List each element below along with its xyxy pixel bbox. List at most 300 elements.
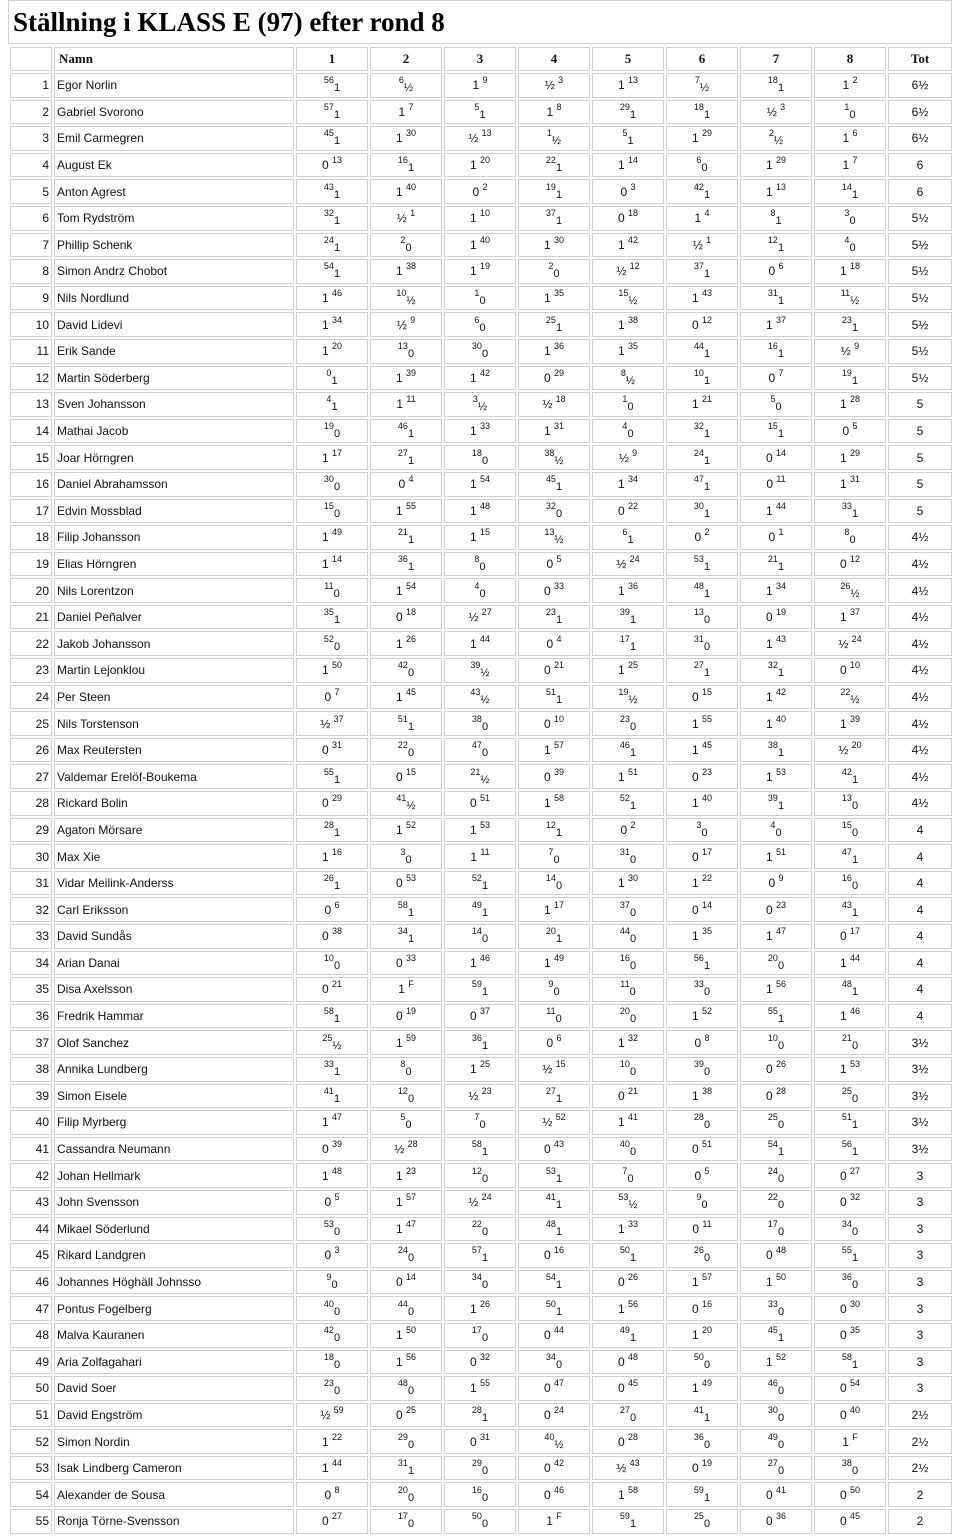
result-value: 0 [839,1168,850,1183]
round-result-cell [444,259,516,284]
result-value: 1 [703,374,711,387]
round-result-cell [296,1243,368,1268]
total-score-cell: 5 [888,499,952,524]
player-name-cell: Aria Zolfagahari [54,1350,294,1375]
opponent-number: 13 [481,128,492,139]
opponent-number: 30 [628,873,639,884]
round-result-cell [296,1057,368,1082]
round-result-cell [814,206,886,231]
round-result-cell [666,1030,738,1055]
table-row [10,1429,952,1454]
result-value: 0 [777,1199,785,1212]
round-result-cell [518,818,590,843]
opponent-number: 25 [480,1059,491,1070]
result-value: 1 [333,215,341,228]
opponent-number: 25 [767,1112,778,1123]
place-cell: 15 [10,445,52,470]
player-name-cell: Olof Sanchez [54,1030,294,1055]
opponent-number: 37 [333,713,344,724]
opponent-number: 16 [471,1484,482,1495]
round-result-cell [592,1323,664,1348]
opponent-number: 29 [471,1458,482,1469]
opponent-number: 10 [693,367,704,378]
opponent-number: 11 [546,1006,556,1017]
result-value: 0 [553,853,560,866]
result-value: 1 [691,929,702,944]
result-value: 1 [321,849,332,864]
place-cell: 9 [10,286,52,311]
opponent-number: 42 [480,367,491,378]
table-row [10,206,952,231]
opponent-number: 38 [702,1085,713,1096]
round-result-cell [444,1482,516,1507]
round-result-cell [370,339,442,364]
result-value: 1 [395,370,406,385]
total-score-cell: 3 [888,1350,952,1375]
round-result-cell [814,1057,886,1082]
result-value: 1 [469,1381,480,1396]
total-score-cell: 4 [888,844,952,869]
opponent-number: 20 [480,155,491,166]
result-value: 1 [543,344,554,359]
table-row [10,738,952,763]
result-value: 1 [469,822,480,837]
result-value: 0 [765,610,776,625]
round-result-cell [666,233,738,258]
round-result-cell [296,951,368,976]
round-result-cell [666,525,738,550]
opponent-number: 41 [628,1112,639,1123]
round-result-cell [370,126,442,151]
result-value: ½ [542,1062,556,1077]
round-result-cell [518,1190,590,1215]
result-value: 1 [407,1465,415,1478]
place-cell: 36 [10,1004,52,1029]
round-result-cell [444,658,516,683]
opponent-number: 3 [472,394,478,405]
round-result-cell [370,1296,442,1321]
player-name-cell: Emil Carmegren [54,126,294,151]
round-result-cell [592,499,664,524]
player-name-cell: Filip Myrberg [54,1110,294,1135]
round-result-cell [592,764,664,789]
opponent-number: 12 [629,261,640,272]
round-result-cell [814,472,886,497]
round-result-cell [666,259,738,284]
table-row [10,419,952,444]
result-value: 1 [555,1225,563,1238]
opponent-number: 3 [630,181,636,192]
table-row [10,73,952,98]
result-value: 0 [768,876,779,891]
round-result-cell [814,1137,886,1162]
opponent-number: 31 [619,846,630,857]
round-result-cell [666,764,738,789]
round-result-cell [814,1004,886,1029]
round-result-cell [740,1296,812,1321]
opponent-number: 1 [778,527,784,538]
round-result-cell [444,312,516,337]
player-name-cell: Isak Lindberg Cameron [54,1456,294,1481]
round-result-cell [296,1217,368,1242]
result-value: 1 [777,1146,785,1159]
total-score-cell: 3 [888,1296,952,1321]
opponent-number: 18 [471,447,482,458]
opponent-number: 20 [397,1484,408,1495]
result-value: 1 [765,849,776,864]
result-value: 0 [777,1119,785,1132]
round-result-cell [666,1429,738,1454]
result-value: 1 [629,640,637,653]
result-value: 1 [396,397,407,412]
opponent-number: 55 [841,1245,852,1256]
result-value: 1 [839,477,850,492]
result-value: 1 [543,237,554,252]
place-cell: 53 [10,1456,52,1481]
round-result-cell [370,233,442,258]
round-result-cell [444,1456,516,1481]
opponent-number: 32 [480,1351,491,1362]
opponent-number: 41 [693,1404,704,1415]
opponent-number: 40 [406,181,417,192]
round-result-cell [444,818,516,843]
round-result-cell [592,844,664,869]
opponent-number: 34 [332,314,343,325]
place-cell: 51 [10,1403,52,1428]
round-result-cell [444,525,516,550]
round-result-cell [296,977,368,1002]
opponent-number: 10 [480,208,491,219]
place-cell: 21 [10,605,52,630]
result-value: ½ [477,401,488,414]
round-result-cell [518,844,590,869]
header-round-4: 4 [518,47,590,71]
total-score-cell: 4½ [888,552,952,577]
opponent-number: 33 [841,500,852,511]
result-value: 1 [395,264,406,279]
place-cell: 43 [10,1190,52,1215]
round-result-cell [666,844,738,869]
result-value: 0 [321,929,332,944]
round-result-cell [296,312,368,337]
result-value: ½ [480,693,490,706]
result-value: 1 [331,401,338,414]
round-result-cell [518,924,590,949]
round-result-cell [518,897,590,922]
round-result-cell [444,366,516,391]
round-result-cell [444,1270,516,1295]
player-name-cell: Vidar Meilink-Anderss [54,871,294,896]
opponent-number: 39 [332,1139,343,1150]
round-result-cell [666,312,738,337]
result-value: 0 [703,1119,711,1132]
opponent-number: 27 [619,1404,630,1415]
result-value: 0 [546,556,557,571]
round-result-cell [444,1004,516,1029]
total-score-cell: 4½ [888,685,952,710]
result-value: 1 [851,1119,859,1132]
round-result-cell [518,871,590,896]
result-value: 1 [617,158,628,173]
table-row [10,126,952,151]
result-value: 1 [703,1411,711,1424]
place-cell: 49 [10,1350,52,1375]
result-value: 0 [851,826,859,839]
result-value: 1 [691,1088,702,1103]
round-result-cell [518,738,590,763]
round-result-cell [296,552,368,577]
result-value: 0 [691,769,702,784]
result-value: 0 [629,1411,637,1424]
result-value: ½ [628,295,638,308]
round-result-cell [814,764,886,789]
result-value: 1 [333,268,341,281]
result-value: 1 [395,822,406,837]
round-result-cell [444,1137,516,1162]
table-row [10,1190,952,1215]
table-row [10,578,952,603]
result-value: 1 [765,1354,776,1369]
opponent-number: 12 [702,314,713,325]
round-result-cell [444,897,516,922]
opponent-number: 6 [696,155,702,166]
place-cell: 37 [10,1030,52,1055]
result-value: 1 [481,1039,489,1052]
round-result-cell [814,1350,886,1375]
round-result-cell [814,1163,886,1188]
result-value: ½ [554,454,564,467]
opponent-number: 42 [554,1458,565,1469]
opponent-number: 26 [323,873,334,884]
total-score-cell: 5½ [888,259,952,284]
result-value: 1 [395,1354,406,1369]
opponent-number: 55 [480,1378,491,1389]
result-value: 1 [617,1035,628,1050]
result-value: 1 [851,321,859,334]
opponent-number: 27 [767,1458,778,1469]
opponent-number: 44 [397,1298,408,1309]
table-row [10,233,952,258]
table-row [10,1323,952,1348]
place-cell: 28 [10,791,52,816]
opponent-number: 14 [702,899,713,910]
opponent-number: 57 [702,1272,713,1283]
result-value: 0 [324,1248,335,1263]
player-name-cell: Nils Lorentzon [54,578,294,603]
round-result-cell [666,1190,738,1215]
round-result-cell [518,179,590,204]
result-value: 1 [321,556,332,571]
round-result-cell [370,472,442,497]
opponent-number: 19 [702,1458,713,1469]
result-value: 0 [481,1225,489,1238]
opponent-number: 11 [324,580,334,591]
opponent-number: 5 [622,128,628,139]
opponent-number: 25 [406,1404,417,1415]
result-value: ½ [554,534,564,547]
opponent-number: 29 [554,367,565,378]
opponent-number: 29 [332,793,343,804]
opponent-number: 5 [770,394,776,405]
total-score-cell: 3 [888,1323,952,1348]
opponent-number: 56 [693,952,704,963]
round-result-cell [370,552,442,577]
opponent-number: 37 [480,1006,491,1017]
round-result-cell [296,605,368,630]
opponent-number: 43 [323,181,334,192]
result-value: 0 [617,1275,628,1290]
round-result-cell [740,631,812,656]
round-result-cell [296,631,368,656]
opponent-number: 51 [480,793,491,804]
opponent-number: 23 [545,607,556,618]
round-result-cell [518,233,590,258]
round-result-cell [666,419,738,444]
round-result-cell [592,871,664,896]
result-value: 0 [407,1385,415,1398]
result-value: 0 [407,1491,415,1504]
table-row [10,1110,952,1135]
opponent-number: 24 [323,234,334,245]
round-result-cell [444,578,516,603]
opponent-number: 42 [397,660,408,671]
opponent-number: 36 [554,341,565,352]
total-score-cell: 4½ [888,658,952,683]
opponent-number: 56 [628,1298,639,1309]
round-result-cell [444,1296,516,1321]
opponent-number: 56 [841,1139,852,1150]
opponent-number: 9 [854,341,860,352]
player-name-cell: Filip Johansson [54,525,294,550]
result-value: ½ [396,211,411,226]
opponent-number: 46 [397,421,408,432]
opponent-number: 59 [619,1511,630,1522]
round-result-cell [814,658,886,683]
opponent-number: 6 [398,75,404,86]
round-result-cell [666,1403,738,1428]
round-result-cell [444,685,516,710]
opponent-number: 22 [767,1192,778,1203]
round-result-cell [518,711,590,736]
round-result-cell [444,552,516,577]
result-value: 1 [765,583,776,598]
round-result-cell [592,818,664,843]
player-name-cell: Simon Andrz Chobot [54,259,294,284]
result-value: 1 [321,344,332,359]
round-result-cell [370,1350,442,1375]
round-result-cell [370,259,442,284]
opponent-number: 50 [471,1511,482,1522]
result-value: 1 [703,188,711,201]
place-cell: 35 [10,977,52,1002]
result-value: 1 [555,162,563,175]
opponent-number: 14 [545,873,556,884]
round-result-cell [814,1482,886,1507]
round-result-cell [740,924,812,949]
place-cell: 41 [10,1137,52,1162]
round-result-cell [296,73,368,98]
round-result-cell [518,1296,590,1321]
header-round-5: 5 [592,47,664,71]
round-result-cell [296,525,368,550]
round-result-cell [814,419,886,444]
opponent-number: 1 [706,234,712,245]
opponent-number: 32 [323,208,334,219]
result-value: 0 [321,1142,332,1157]
player-name-cell: Max Reutersten [54,738,294,763]
player-name-cell: August Ek [54,153,294,178]
result-value: 0 [703,1518,711,1531]
result-value: 0 [777,1225,785,1238]
round-result-cell [370,179,442,204]
result-value: 1 [703,268,711,281]
round-result-cell [592,605,664,630]
result-value: 0 [481,1172,489,1185]
result-value: 0 [543,1248,554,1263]
round-result-cell [592,977,664,1002]
round-result-cell [296,499,368,524]
opponent-number: 11 [702,1218,712,1229]
round-result-cell [592,206,664,231]
total-score-cell: 6 [888,153,952,178]
round-result-cell [296,1509,368,1534]
round-result-cell [370,631,442,656]
round-result-cell [444,1057,516,1082]
opponent-number: 35 [323,607,334,618]
table-row [10,685,952,710]
result-value: 1 [851,374,859,387]
round-result-cell [592,1110,664,1135]
round-result-cell [666,658,738,683]
total-score-cell: 4½ [888,764,952,789]
total-score-cell: 5½ [888,366,952,391]
opponent-number: 50 [545,1298,556,1309]
opponent-number: 7 [852,155,858,166]
result-value: 0 [627,401,634,414]
result-value: 0 [479,587,486,600]
result-value: 0 [481,1332,489,1345]
result-value: 0 [701,826,708,839]
round-result-cell [740,1350,812,1375]
result-value: 1 [555,693,563,706]
opponent-number: 40 [619,1139,630,1150]
total-score-cell: 4 [888,818,952,843]
round-result-cell [740,525,812,550]
result-value: 0 [777,959,785,972]
round-result-cell [444,100,516,125]
result-value: 1 [765,1275,776,1290]
place-cell: 2 [10,100,52,125]
result-value: 0 [469,796,480,811]
table-row [10,764,952,789]
opponent-number: 52 [619,793,630,804]
round-result-cell [518,472,590,497]
result-value: 1 [839,716,850,731]
opponent-number: 28 [850,394,861,405]
total-score-cell: 2 [888,1509,952,1534]
result-value: ½ [403,82,414,95]
round-result-cell [592,578,664,603]
round-result-cell [666,339,738,364]
round-result-cell [518,525,590,550]
result-value: 0 [324,1195,335,1210]
result-value: 0 [839,1487,850,1502]
opponent-number: 37 [619,899,630,910]
round-result-cell [592,1190,664,1215]
opponent-number: 30 [471,341,482,352]
round-result-cell [518,578,590,603]
table-row [10,366,952,391]
